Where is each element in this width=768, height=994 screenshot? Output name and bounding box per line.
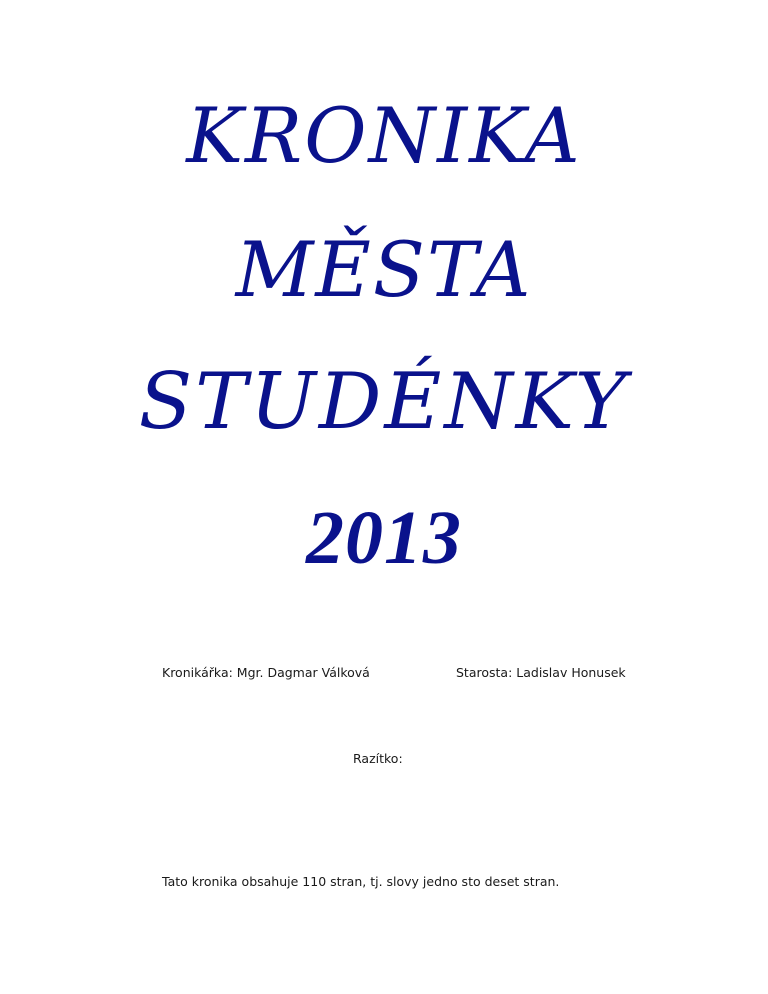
stamp-label: Razítko:: [353, 751, 403, 766]
title-studenky: STUDÉNKY: [138, 357, 630, 447]
title-mesta: MĚSTA: [235, 225, 533, 314]
page-count-note: Tato kronika obsahuje 110 stran, tj. slovy jedno sto deset stran.: [162, 874, 560, 889]
title-year: 2013: [306, 496, 462, 580]
mayor-signature-label: Starosta: Ladislav Honusek: [456, 665, 626, 680]
chronicler-signature-label: Kronikářka: Mgr. Dagmar Válková: [162, 665, 370, 680]
title-kronika: KRONIKA: [186, 91, 582, 180]
